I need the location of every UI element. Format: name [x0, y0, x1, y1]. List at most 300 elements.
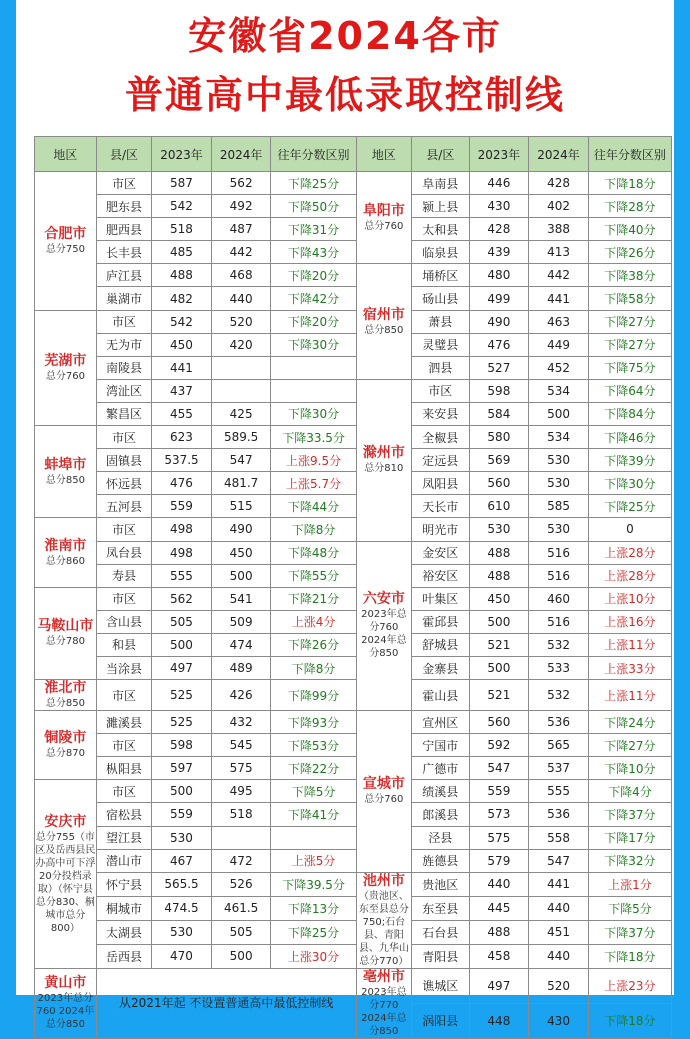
county-cell: 宿松县 — [96, 803, 151, 826]
score-diff-cell — [271, 356, 356, 379]
header-county: 县/区 — [412, 137, 470, 172]
score-2024-cell: 516 — [529, 564, 589, 587]
score-diff-cell: 下降30分 — [271, 333, 356, 356]
region-cell — [35, 968, 97, 1038]
score-diff-cell: 下降18分 — [588, 944, 671, 968]
header-diff: 往年分数区别 — [588, 137, 671, 172]
table-row — [35, 402, 672, 425]
score-diff-cell: 下降37分 — [588, 803, 671, 826]
score-2023-cell: 450 — [152, 333, 212, 356]
region-total-score: 总分850 — [364, 324, 404, 336]
score-2023-cell: 530 — [152, 826, 212, 849]
region-name: 淮北市 — [44, 680, 87, 697]
score-2023-cell: 439 — [469, 241, 529, 264]
score-2024-cell: 534 — [529, 379, 589, 402]
county-cell: 含山县 — [96, 610, 151, 633]
score-diff-cell: 下降40分 — [588, 218, 671, 241]
score-2024-cell: 441 — [529, 287, 589, 310]
score-2023-cell: 598 — [152, 734, 212, 757]
table-row — [35, 356, 672, 379]
table-row — [35, 920, 672, 944]
county-cell: 金安区 — [412, 541, 470, 564]
county-cell: 郎溪县 — [412, 803, 470, 826]
score-2024-cell: 589.5 — [211, 426, 271, 449]
score-2023-cell: 598 — [469, 379, 529, 402]
score-diff-cell: 下降24分 — [588, 711, 671, 734]
score-diff-cell: 下降84分 — [588, 402, 671, 425]
county-cell: 岳西县 — [96, 944, 151, 968]
score-diff-cell: 下降64分 — [588, 379, 671, 402]
score-2024-cell: 461.5 — [211, 896, 271, 920]
score-diff-cell — [271, 379, 356, 402]
score-diff-cell: 下降41分 — [271, 803, 356, 826]
score-2024-cell: 452 — [529, 356, 589, 379]
county-cell: 灵璧县 — [412, 333, 470, 356]
score-diff-cell: 下降8分 — [271, 518, 356, 541]
table-row — [35, 610, 672, 633]
table-row — [35, 680, 672, 711]
table-row — [35, 780, 672, 803]
score-2023-cell: 559 — [469, 780, 529, 803]
score-2023-cell: 573 — [469, 803, 529, 826]
score-diff-cell: 上涨28分 — [588, 541, 671, 564]
score-2024-cell: 547 — [529, 849, 589, 872]
score-diff-cell: 下降27分 — [588, 333, 671, 356]
score-2024-cell: 532 — [529, 633, 589, 656]
county-cell: 凤阳县 — [412, 472, 470, 495]
county-cell: 霍山县 — [412, 680, 470, 711]
score-2023-cell: 525 — [152, 680, 212, 711]
region-total-score: 总分760 — [364, 794, 404, 806]
score-2023-cell: 597 — [152, 757, 212, 780]
county-cell: 湾沚区 — [96, 379, 151, 402]
table-row — [35, 472, 672, 495]
county-cell: 绩溪县 — [412, 780, 470, 803]
score-diff-cell: 上涨11分 — [588, 633, 671, 656]
region-cell — [356, 379, 411, 541]
score-diff-cell: 下降31分 — [271, 218, 356, 241]
score-2023-cell: 497 — [469, 968, 529, 1003]
score-2024-cell: 425 — [211, 402, 271, 425]
region-total-score: 总分760 — [364, 220, 404, 232]
score-2024-cell: 490 — [211, 518, 271, 541]
score-2024-cell: 441 — [529, 872, 589, 896]
score-diff-cell: 下降37分 — [588, 920, 671, 944]
score-2024-cell: 430 — [529, 1003, 589, 1038]
table-row — [35, 849, 672, 872]
score-2024-cell: 440 — [211, 287, 271, 310]
table-row — [35, 803, 672, 826]
region-name: 黄山市 — [44, 975, 87, 992]
region-name: 阜阳市 — [362, 202, 405, 219]
score-diff-cell: 下降32分 — [588, 849, 671, 872]
county-cell: 市区 — [96, 172, 151, 195]
score-2023-cell: 485 — [152, 241, 212, 264]
score-2024-cell: 495 — [211, 780, 271, 803]
table-row — [35, 587, 672, 610]
score-diff-cell: 下降48分 — [271, 541, 356, 564]
county-cell: 来安县 — [412, 402, 470, 425]
county-cell: 明光市 — [412, 518, 470, 541]
county-cell: 定远县 — [412, 449, 470, 472]
table-row — [35, 218, 672, 241]
score-2023-cell: 521 — [469, 633, 529, 656]
score-2023-cell: 542 — [152, 310, 212, 333]
county-cell: 无为市 — [96, 333, 151, 356]
score-2024-cell: 449 — [529, 333, 589, 356]
score-2024-cell: 516 — [529, 610, 589, 633]
score-2023-cell: 458 — [469, 944, 529, 968]
county-cell: 肥西县 — [96, 218, 151, 241]
score-diff-cell: 上涨10分 — [588, 587, 671, 610]
table-row — [35, 518, 672, 541]
county-cell: 萧县 — [412, 310, 470, 333]
county-cell: 濉溪县 — [96, 711, 151, 734]
county-cell: 颍上县 — [412, 195, 470, 218]
region-total-score: 总分750 — [45, 243, 85, 255]
score-2024-cell: 460 — [529, 587, 589, 610]
county-cell: 枞阳县 — [96, 757, 151, 780]
county-cell: 太和县 — [412, 218, 470, 241]
score-diff-cell: 上涨30分 — [271, 944, 356, 968]
score-diff-cell: 下降75分 — [588, 356, 671, 379]
score-2023-cell: 470 — [152, 944, 212, 968]
header-row — [35, 137, 672, 172]
score-2024-cell: 562 — [211, 172, 271, 195]
region-cell — [356, 872, 411, 968]
score-2024-cell: 536 — [529, 803, 589, 826]
score-2024-cell: 585 — [529, 495, 589, 518]
score-2023-cell: 467 — [152, 849, 212, 872]
title-line-1: 安徽省2024各市 — [188, 14, 502, 58]
score-diff-cell: 上涨23分 — [588, 968, 671, 1003]
county-cell: 市区 — [96, 780, 151, 803]
score-2023-cell: 488 — [469, 541, 529, 564]
score-2024-cell: 413 — [529, 241, 589, 264]
score-diff-cell: 下降5分 — [271, 780, 356, 803]
county-cell: 宁国市 — [412, 734, 470, 757]
score-2023-cell: 440 — [469, 872, 529, 896]
table-row — [35, 426, 672, 449]
county-cell: 巢湖市 — [96, 287, 151, 310]
score-2023-cell: 505 — [152, 610, 212, 633]
score-2023-cell: 562 — [152, 587, 212, 610]
score-diff-cell: 下降53分 — [271, 734, 356, 757]
region-cell — [35, 426, 97, 518]
header-2024: 2024年 — [211, 137, 271, 172]
score-2023-cell: 437 — [152, 379, 212, 402]
score-2023-cell: 450 — [469, 587, 529, 610]
county-cell: 东至县 — [412, 896, 470, 920]
county-cell: 凤台县 — [96, 541, 151, 564]
score-2024-cell: 440 — [529, 896, 589, 920]
header-region: 地区 — [356, 137, 411, 172]
header-2023: 2023年 — [152, 137, 212, 172]
county-cell: 潜山市 — [96, 849, 151, 872]
score-2024-cell: 520 — [529, 968, 589, 1003]
score-2023-cell: 575 — [469, 826, 529, 849]
score-2024-cell: 505 — [211, 920, 271, 944]
region-total-score: 总分760 — [45, 370, 85, 382]
score-diff-cell: 下降33.5分 — [271, 426, 356, 449]
score-2023-cell: 525 — [152, 711, 212, 734]
score-2024-cell: 530 — [529, 472, 589, 495]
score-2023-cell: 559 — [152, 803, 212, 826]
region-total-score: 总分860 — [45, 555, 85, 567]
score-diff-cell: 下降43分 — [271, 241, 356, 264]
county-cell: 南陵县 — [96, 356, 151, 379]
score-diff-cell: 下降28分 — [588, 195, 671, 218]
header-2023: 2023年 — [469, 137, 529, 172]
region-name: 亳州市 — [362, 968, 405, 985]
county-cell: 天长市 — [412, 495, 470, 518]
region-total-score: 2023年总分760 2024年总分850 — [361, 609, 407, 660]
score-2023-cell: 474.5 — [152, 896, 212, 920]
table-row — [35, 711, 672, 734]
score-diff-cell: 下降22分 — [271, 757, 356, 780]
table-row — [35, 310, 672, 333]
county-cell: 市区 — [96, 734, 151, 757]
score-2023-cell: 521 — [469, 680, 529, 711]
score-diff-cell: 下降18分 — [588, 1003, 671, 1038]
region-total-score: 总分780 — [45, 636, 85, 648]
county-cell: 埇桥区 — [412, 264, 470, 287]
county-cell: 金寨县 — [412, 656, 470, 679]
score-diff-cell: 下降13分 — [271, 896, 356, 920]
score-2023-cell: 428 — [469, 218, 529, 241]
score-2024-cell: 500 — [211, 944, 271, 968]
score-2023-cell: 560 — [469, 711, 529, 734]
region-cell — [356, 541, 411, 711]
score-2024-cell: 515 — [211, 495, 271, 518]
score-2024-cell: 440 — [529, 944, 589, 968]
score-2023-cell: 584 — [469, 402, 529, 425]
score-2024-cell: 555 — [529, 780, 589, 803]
score-2023-cell: 441 — [152, 356, 212, 379]
score-2024-cell: 547 — [211, 449, 271, 472]
score-2023-cell: 623 — [152, 426, 212, 449]
score-diff-cell: 下降42分 — [271, 287, 356, 310]
county-cell: 庐江县 — [96, 264, 151, 287]
score-2024-cell: 532 — [529, 680, 589, 711]
county-cell: 五河县 — [96, 495, 151, 518]
region-cell — [35, 711, 97, 780]
score-diff-cell: 下降18分 — [588, 172, 671, 195]
score-2024-cell: 541 — [211, 587, 271, 610]
county-cell: 砀山县 — [412, 287, 470, 310]
county-cell: 泾县 — [412, 826, 470, 849]
score-2024-cell: 509 — [211, 610, 271, 633]
header-2024: 2024年 — [529, 137, 589, 172]
region-name: 滁州市 — [362, 445, 405, 462]
county-cell: 肥东县 — [96, 195, 151, 218]
score-2024-cell: 534 — [529, 426, 589, 449]
table-row — [35, 633, 672, 656]
score-2024-cell: 516 — [529, 541, 589, 564]
score-2024-cell: 432 — [211, 711, 271, 734]
score-diff-cell: 上涨5分 — [271, 849, 356, 872]
table-row — [35, 264, 672, 287]
score-2024-cell: 537 — [529, 757, 589, 780]
score-diff-cell: 下降26分 — [588, 241, 671, 264]
score-2024-cell: 489 — [211, 656, 271, 679]
county-cell: 望江县 — [96, 826, 151, 849]
county-cell: 宣州区 — [412, 711, 470, 734]
score-2023-cell: 569 — [469, 449, 529, 472]
score-2024-cell: 492 — [211, 195, 271, 218]
county-cell: 和县 — [96, 633, 151, 656]
score-diff-cell: 下降25分 — [271, 920, 356, 944]
table-row — [35, 195, 672, 218]
table-row — [35, 172, 672, 195]
region-cell — [35, 310, 97, 425]
score-2024-cell — [211, 826, 271, 849]
score-diff-cell: 上涨11分 — [588, 680, 671, 711]
score-2023-cell: 592 — [469, 734, 529, 757]
score-2024-cell: 545 — [211, 734, 271, 757]
county-cell: 市区 — [96, 587, 151, 610]
score-diff-cell: 下降20分 — [271, 264, 356, 287]
score-2024-cell: 526 — [211, 872, 271, 896]
score-diff-cell: 下降58分 — [588, 287, 671, 310]
score-diff-cell: 下降50分 — [271, 195, 356, 218]
title-line-2: 普通高中最低录取控制线 — [124, 73, 565, 117]
county-cell: 市区 — [96, 426, 151, 449]
score-2023-cell: 488 — [469, 564, 529, 587]
score-2024-cell: 442 — [211, 241, 271, 264]
score-diff-cell: 下降55分 — [271, 564, 356, 587]
county-cell: 市区 — [96, 518, 151, 541]
region-note: 从2021年起 不设置普通高中最低控制线 — [96, 968, 356, 1038]
county-cell: 临泉县 — [412, 241, 470, 264]
county-cell: 怀远县 — [96, 472, 151, 495]
score-2024-cell — [211, 356, 271, 379]
region-name: 宣城市 — [362, 776, 405, 793]
score-diff-cell: 下降30分 — [588, 472, 671, 495]
county-cell: 长丰县 — [96, 241, 151, 264]
score-diff-cell: 上涨4分 — [271, 610, 356, 633]
region-name: 马鞍山市 — [37, 618, 94, 635]
table-row — [35, 495, 672, 518]
county-cell: 当涂县 — [96, 656, 151, 679]
region-cell — [356, 968, 411, 1038]
table-row — [35, 944, 672, 968]
region-cell — [356, 711, 411, 873]
region-cell — [356, 264, 411, 379]
score-2023-cell: 500 — [152, 780, 212, 803]
score-2023-cell: 497 — [152, 656, 212, 679]
score-diff-cell: 下降93分 — [271, 711, 356, 734]
table-body — [35, 172, 672, 1039]
score-diff-cell: 下降5分 — [588, 896, 671, 920]
score-2024-cell: 536 — [529, 711, 589, 734]
score-2023-cell: 446 — [469, 172, 529, 195]
region-cell — [35, 172, 97, 311]
region-name: 安庆市 — [44, 813, 87, 830]
score-diff-cell: 下降44分 — [271, 495, 356, 518]
score-2023-cell: 500 — [152, 633, 212, 656]
region-name: 芜湖市 — [44, 352, 87, 369]
score-2024-cell: 518 — [211, 803, 271, 826]
county-cell: 舒城县 — [412, 633, 470, 656]
score-2024-cell: 426 — [211, 680, 271, 711]
county-cell: 涡阳县 — [412, 1003, 470, 1038]
table-row — [35, 872, 672, 896]
score-diff-cell: 下降8分 — [271, 656, 356, 679]
region-name: 六安市 — [362, 591, 405, 608]
score-diff-cell: 上涨5.7分 — [271, 472, 356, 495]
score-2024-cell: 442 — [529, 264, 589, 287]
score-diff-cell: 下降25分 — [588, 495, 671, 518]
score-2024-cell: 530 — [529, 518, 589, 541]
score-diff-cell: 下降10分 — [588, 757, 671, 780]
score-diff-cell: 上涨1分 — [588, 872, 671, 896]
score-2024-cell: 463 — [529, 310, 589, 333]
county-cell: 旌德县 — [412, 849, 470, 872]
header-region: 地区 — [35, 137, 97, 172]
score-2024-cell: 533 — [529, 656, 589, 679]
score-diff-cell: 下降46分 — [588, 426, 671, 449]
region-total-score: 总分870 — [45, 748, 85, 760]
score-diff-cell: 下降20分 — [271, 310, 356, 333]
header-diff: 往年分数区别 — [271, 137, 356, 172]
county-cell: 市区 — [412, 379, 470, 402]
score-2024-cell: 402 — [529, 195, 589, 218]
score-diff-cell: 下降39分 — [588, 449, 671, 472]
score-2023-cell: 488 — [469, 920, 529, 944]
county-cell: 石台县 — [412, 920, 470, 944]
region-total-score: （贵池区、东至县总分750;石台县、青阳县、九华山总分770） — [358, 890, 409, 967]
score-2023-cell: 542 — [152, 195, 212, 218]
table-row — [35, 541, 672, 564]
region-name: 池州市 — [362, 872, 405, 889]
score-2023-cell: 430 — [469, 195, 529, 218]
score-diff-cell: 下降39.5分 — [271, 872, 356, 896]
score-2023-cell: 476 — [152, 472, 212, 495]
score-2023-cell: 445 — [469, 896, 529, 920]
score-2024-cell: 575 — [211, 757, 271, 780]
score-2023-cell: 565.5 — [152, 872, 212, 896]
score-diff-cell: 上涨9.5分 — [271, 449, 356, 472]
score-2023-cell: 490 — [469, 310, 529, 333]
region-name: 蚌埠市 — [44, 456, 87, 473]
score-2023-cell: 587 — [152, 172, 212, 195]
score-2024-cell: 474 — [211, 633, 271, 656]
region-name: 淮南市 — [44, 537, 87, 554]
score-2023-cell: 610 — [469, 495, 529, 518]
county-cell: 繁昌区 — [96, 402, 151, 425]
score-diff-cell: 下降27分 — [588, 734, 671, 757]
score-diff-cell: 下降99分 — [271, 680, 356, 711]
region-name: 宿州市 — [362, 306, 405, 323]
score-diff-cell: 下降17分 — [588, 826, 671, 849]
region-cell — [35, 587, 97, 679]
county-cell: 怀宁县 — [96, 872, 151, 896]
score-diff-cell: 下降27分 — [588, 310, 671, 333]
score-2023-cell: 498 — [152, 541, 212, 564]
score-2023-cell: 476 — [469, 333, 529, 356]
score-2024-cell: 500 — [529, 402, 589, 425]
region-name: 合肥市 — [44, 225, 87, 242]
score-2023-cell: 455 — [152, 402, 212, 425]
score-diff-cell: 上涨16分 — [588, 610, 671, 633]
score-2023-cell: 499 — [469, 287, 529, 310]
score-2023-cell: 480 — [469, 264, 529, 287]
county-cell: 寿县 — [96, 564, 151, 587]
county-cell: 全椒县 — [412, 426, 470, 449]
score-2023-cell: 448 — [469, 1003, 529, 1038]
county-cell: 谯城区 — [412, 968, 470, 1003]
